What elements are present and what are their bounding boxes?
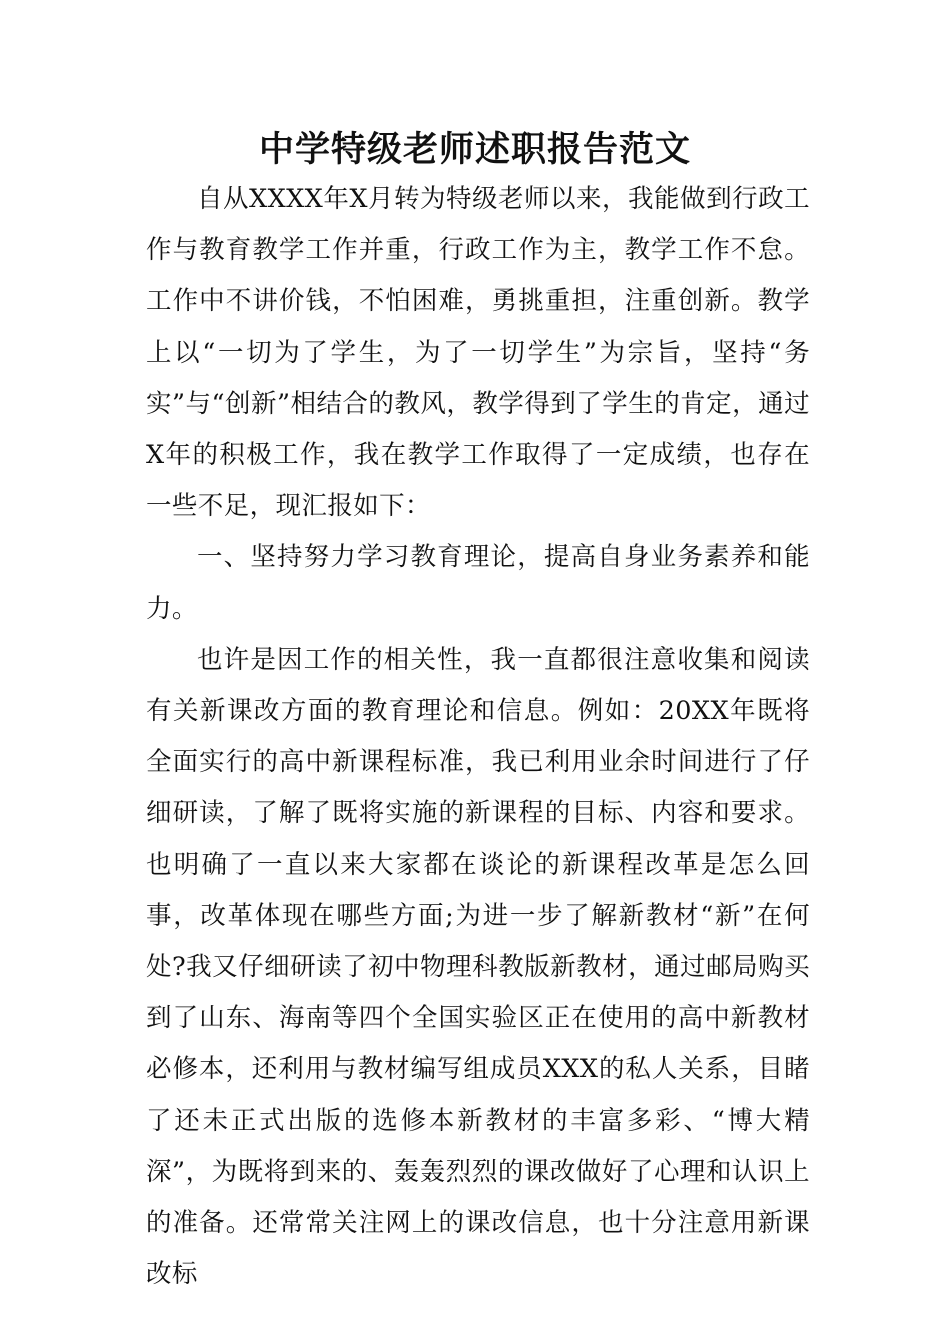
paragraph-study: 也许是因工作的相关性，我一直都很注意收集和阅读有关新课改方面的教育理论和信息。例如：20XX年既将全面实行的高中新课程标准，我已利用业余时间进行了仔细研读，了解了既将实施的新课程的目标、内容和要求。也明确了一直以来大家都在谈论的新课程改革是怎么回事，改革体现在哪些方面;为进一步了解新教材“新”在何处?我又仔细研读了初中物理科教版新教材，通过邮局购买到了山东、海南等四个全国实验区正在使用的高中新教材必修本，还利用与教材编写组成员XXX的私人关系，目睹了还未正式出版的选修本新教材的丰富多彩、“博大精深”，为既将到来的、轰轰烈烈的课改做好了心理和认识上的准备。还常常关注网上的课改信息，也十分注意用新课改标 [146,644,810,1290]
document-body [146,174,810,1300]
document-title: 中学特级老师述职报告范文 [258,129,691,170]
paragraph-intro: 自从XXXX年X月转为特级老师以来，我能做到行政工作与教育教学工作并重，行政工作为主，教学工作不怠。工作中不讲价钱，不怕困难，勇挑重担，注重创新。教学上以“一切为了学生，为了一切学生”为宗旨，坚持“务实”与“创新”相结合的教风，教学得到了学生的肯定，通过X年的积极工作，我在教学工作取得了一定成绩，也存在一些不足，现汇报如下： [146,184,810,522]
paragraph-section-heading: 一、坚持努力学习教育理论，提高自身业务素养和能力。 [146,542,810,624]
